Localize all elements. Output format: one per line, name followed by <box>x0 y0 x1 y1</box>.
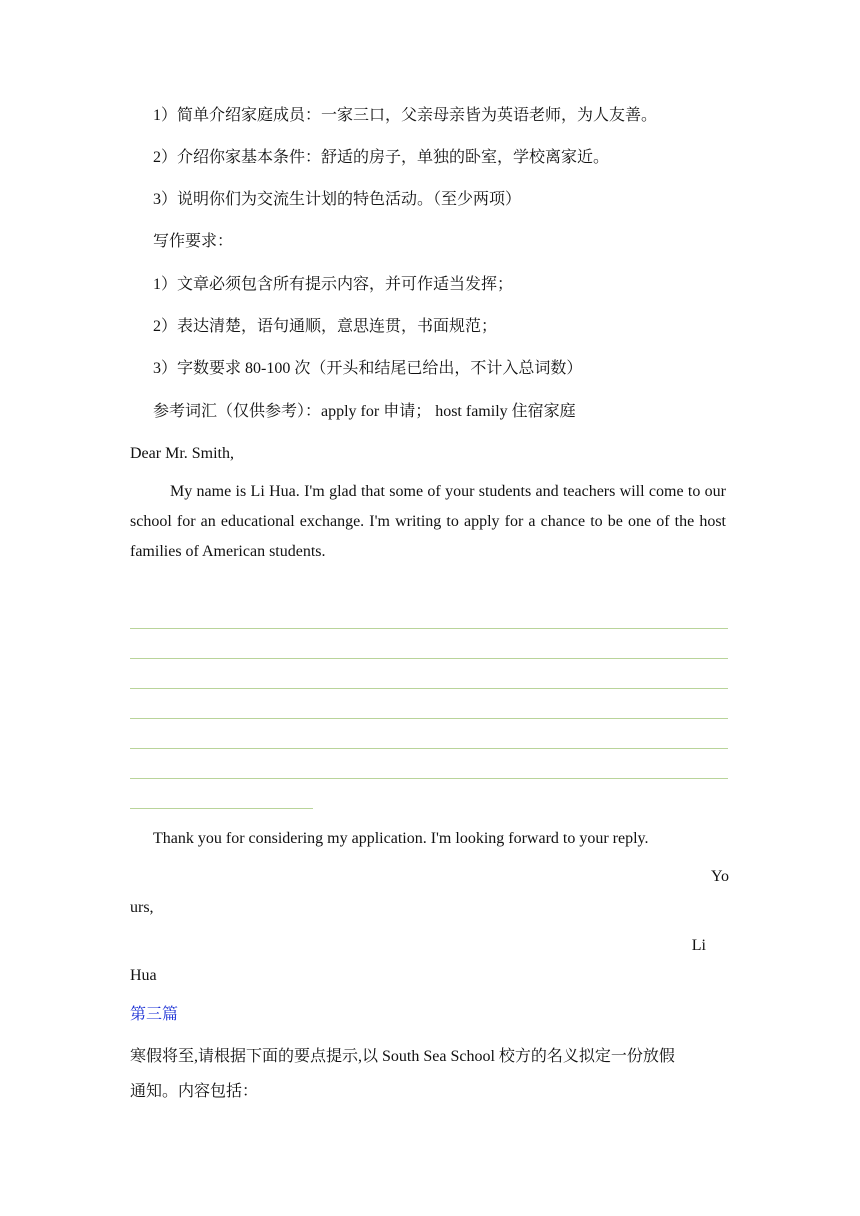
writing-line <box>130 658 728 659</box>
signature-part2: Hua <box>130 967 157 984</box>
requirement-1: 1）文章必须包含所有提示内容，并可作适当发挥； <box>153 276 514 293</box>
letter-closing: Thank you for considering my application. I'm looking forward to your reply. <box>153 830 649 847</box>
writing-line <box>130 628 728 629</box>
requirement-2: 2）表达清楚，语句通顺，意思连贯，书面规范； <box>153 318 498 335</box>
section-intro-line1: 寒假将至,请根据下面的要点提示,以 South Sea School 校方的名义拟定一份放假 <box>130 1048 675 1065</box>
requirement-3: 3）字数要求 80-100 次（开头和结尾已给出，不计入总词数） <box>153 360 583 377</box>
writing-line <box>130 688 728 689</box>
task-point-1: 1）简单介绍家庭成员：一家三口，父亲母亲皆为英语老师，为人友善。 <box>153 107 658 124</box>
section-heading: 第三篇 <box>130 1006 179 1023</box>
letter-opening-paragraph <box>130 477 726 567</box>
sign-off-part2: urs, <box>130 899 154 916</box>
letter-salutation: Dear Mr. Smith, <box>130 445 234 462</box>
letter-opening-text: My name is Li Hua. I'm glad that some of your students and teachers will come to our school for an educational exchange. I'm writing to apply for a chance to be one of the host families of American students. <box>130 483 726 560</box>
requirements-title: 写作要求： <box>153 233 234 250</box>
task-point-2: 2）介绍你家基本条件：舒适的房子，单独的卧室，学校离家近。 <box>153 149 610 166</box>
vocabulary-note: 参考词汇（仅供参考）：apply for 申请； host family 住宿家庭 <box>153 403 576 420</box>
writing-line <box>130 718 728 719</box>
writing-line <box>130 748 728 749</box>
sign-off-part1: Yo <box>711 868 729 885</box>
section-intro-line2: 通知。内容包括： <box>130 1083 259 1100</box>
signature-part1: Li <box>691 937 706 954</box>
writing-line <box>130 778 728 779</box>
writing-line-short <box>130 808 313 809</box>
task-point-3: 3）说明你们为交流生计划的特色活动。（至少两项） <box>153 191 522 208</box>
